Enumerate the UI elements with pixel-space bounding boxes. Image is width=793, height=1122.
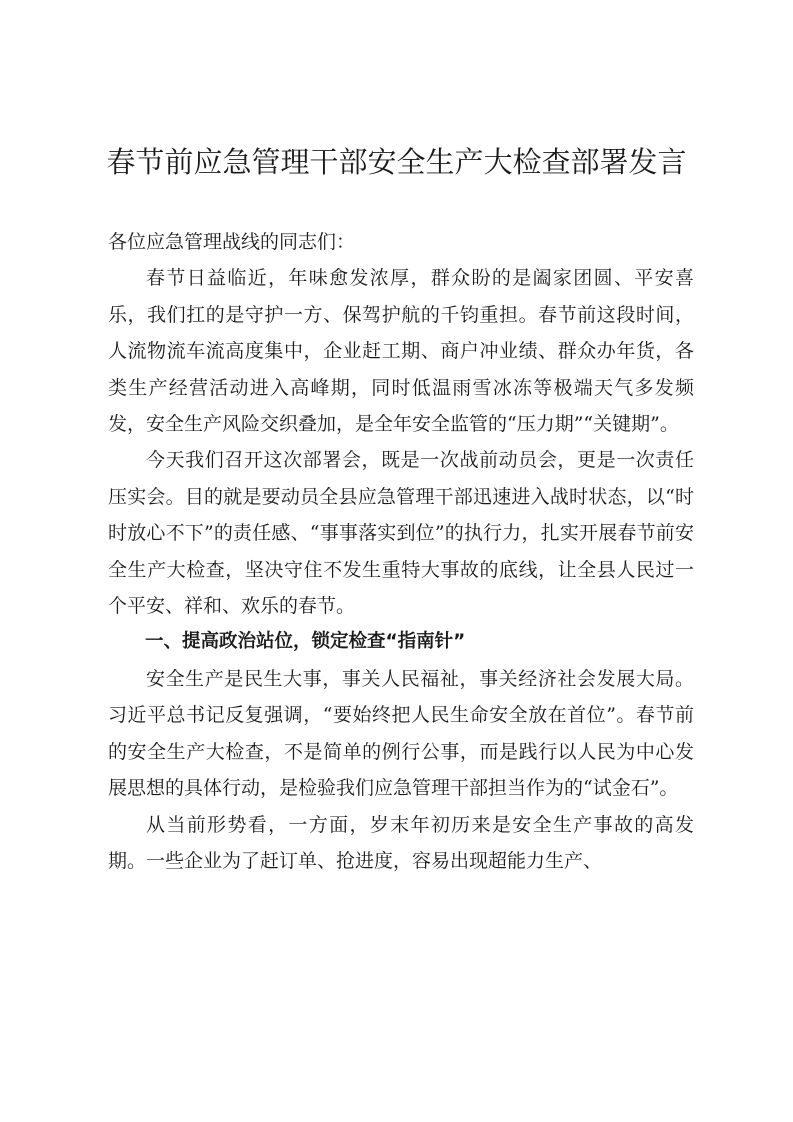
document-title: 春节前应急管理干部安全生产大检查部署发言: [106, 145, 687, 179]
document-body: [108, 224, 694, 879]
paragraph-intro-1: 春节日益临近，年味愈发浓厚，群众盼的是阖家团圆、平安喜乐，我们扛的是守护一方、保驾护航的千钧重担。春节前这段时间，人流物流车流高度集中，企业赶工期、商户冲业绩、群众办年货，各类生产经营活动进入高峰期，同时低温雨雪冰冻等极端天气多发频发，安全生产风险交织叠加，是全年安全监管的“压力期”“关键期”。: [108, 267, 694, 436]
section-heading-1: 一、提高政治站位，锁定检查“指南针”: [145, 631, 466, 653]
paragraph-section-1-2: 从当前形势看，一方面，岁末年初历来是安全生产事故的高发期。一些企业为了赶订单、抢进度，容易出现超能力生产、: [108, 813, 694, 872]
paragraph-intro-2: 今天我们召开这次部署会，既是一次战前动员会，更是一次责任压实会。目的就是要动员全县应急管理干部迅速进入战时状态，以“时时放心不下”的责任感、“事事落实到位”的执行力，扎实开展春节前安全生产大检查，坚决守住不发生重特大事故的底线，让全县人民过一个平安、祥和、欢乐的春节。: [108, 449, 694, 618]
salutation: 各位应急管理战线的同志们：: [108, 231, 356, 253]
paragraph-section-1-1: 安全生产是民生大事，事关人民福祉，事关经济社会发展大局。习近平总书记反复强调，“要始终把人民生命安全放在首位”。春节前的安全生产大检查，不是简单的例行公事，而是践行以人民为中心发展思想的具体行动，是检验我们应急管理干部担当作为的“试金石”。: [108, 667, 694, 800]
